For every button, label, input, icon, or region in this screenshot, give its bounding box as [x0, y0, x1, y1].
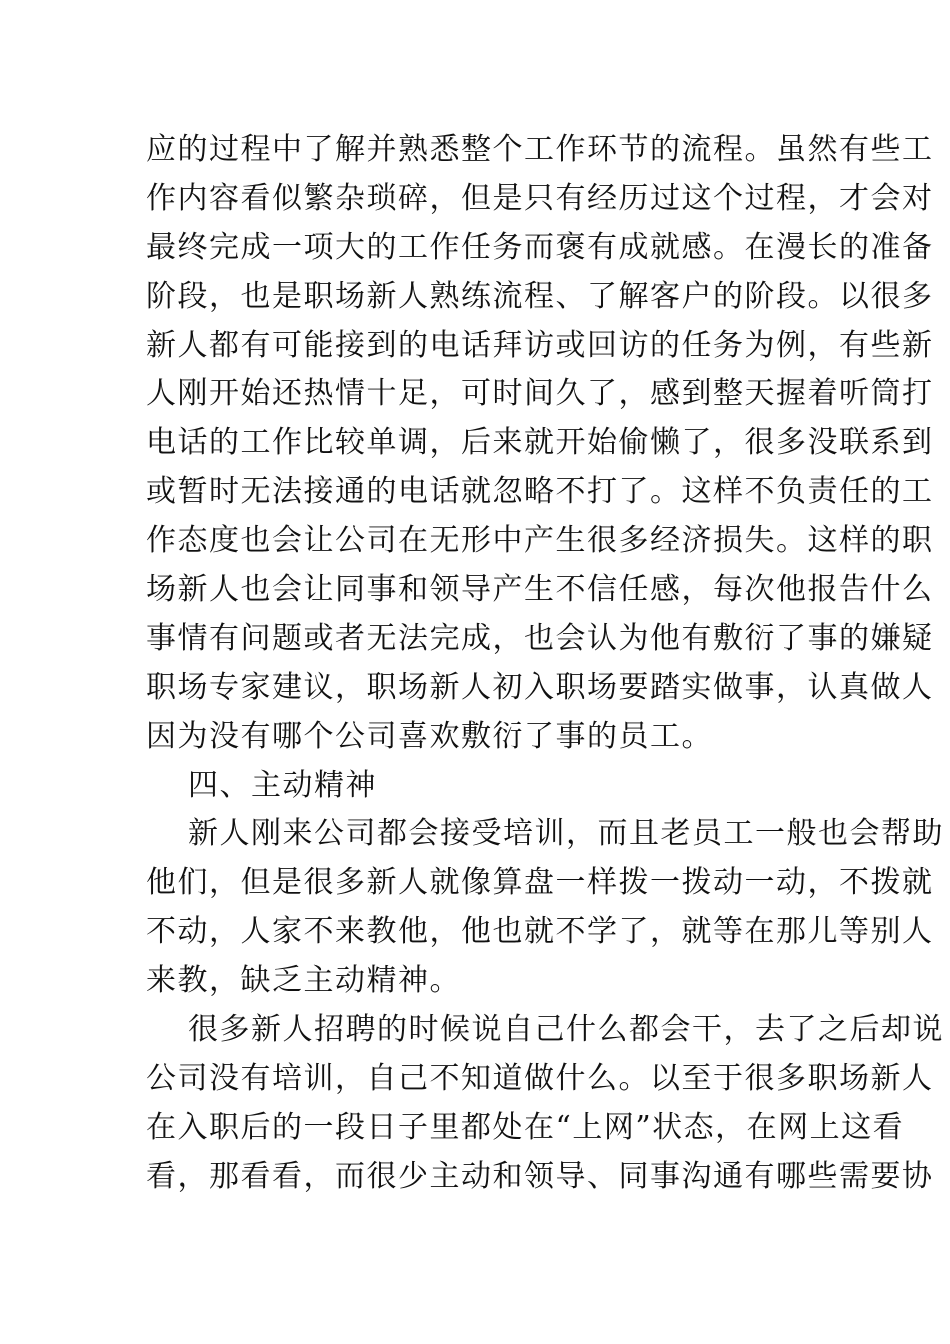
text-line: 电话的工作比较单调，后来就开始偷懒了，很多没联系到: [146, 425, 934, 461]
text-line: 不动，人家不来教他，他也就不学了，就等在那儿等别人: [146, 914, 934, 950]
text-line: 人刚开始还热情十足，可时间久了，感到整天握着听筒打: [146, 376, 934, 412]
section-heading: 四、主动精神: [188, 767, 377, 803]
text-line: 最终完成一项大的工作任务而褒有成就感。在漫长的准备: [146, 229, 934, 265]
body-text: [146, 126, 944, 1202]
text-line: 看，那看看，而很少主动和领导、同事沟通有哪些需要协: [146, 1158, 934, 1194]
text-line: 很多新人招聘的时候说自己什么都会干，去了之后却说: [188, 1012, 944, 1048]
text-line: 应的过程中了解并熟悉整个工作环节的流程。虽然有些工: [146, 132, 934, 167]
text-line: 或暂时无法接通的电话就忽略不打了。这样不负责任的工: [146, 474, 934, 510]
text-line: 阶段，也是职场新人熟练流程、了解客户的阶段。以很多: [146, 278, 934, 314]
text-line: 事情有问题或者无法完成，也会认为他有敷衍了事的嫌疑: [146, 620, 934, 656]
text-line: 公司没有培训，自己不知道做什么。以至于很多职场新人: [146, 1060, 934, 1096]
text-line: 新人刚来公司都会接受培训，而且老员工一般也会帮助: [188, 816, 944, 852]
text-line: 新人都有可能接到的电话拜访或回访的任务为例，有些新: [146, 327, 934, 363]
text-line: 作态度也会让公司在无形中产生很多经济损失。这样的职: [146, 523, 934, 559]
text-line: 在入职后的一段日子里都处在“上网”状态，在网上这看: [146, 1109, 905, 1145]
text-line: 职场专家建议，职场新人初入职场要踏实做事，认真做人: [146, 669, 934, 705]
text-line: 作内容看似繁杂琐碎，但是只有经历过这个过程，才会对: [146, 180, 934, 216]
text-line: 来教，缺乏主动精神。: [146, 963, 461, 999]
text-line: 他们，但是很多新人就像算盘一样拨一拨动一动，不拨就: [146, 865, 934, 901]
text-line: 场新人也会让同事和领导产生不信任感，每次他报告什么: [146, 572, 934, 608]
text-line: 因为没有哪个公司喜欢敷衍了事的员工。: [146, 718, 713, 754]
